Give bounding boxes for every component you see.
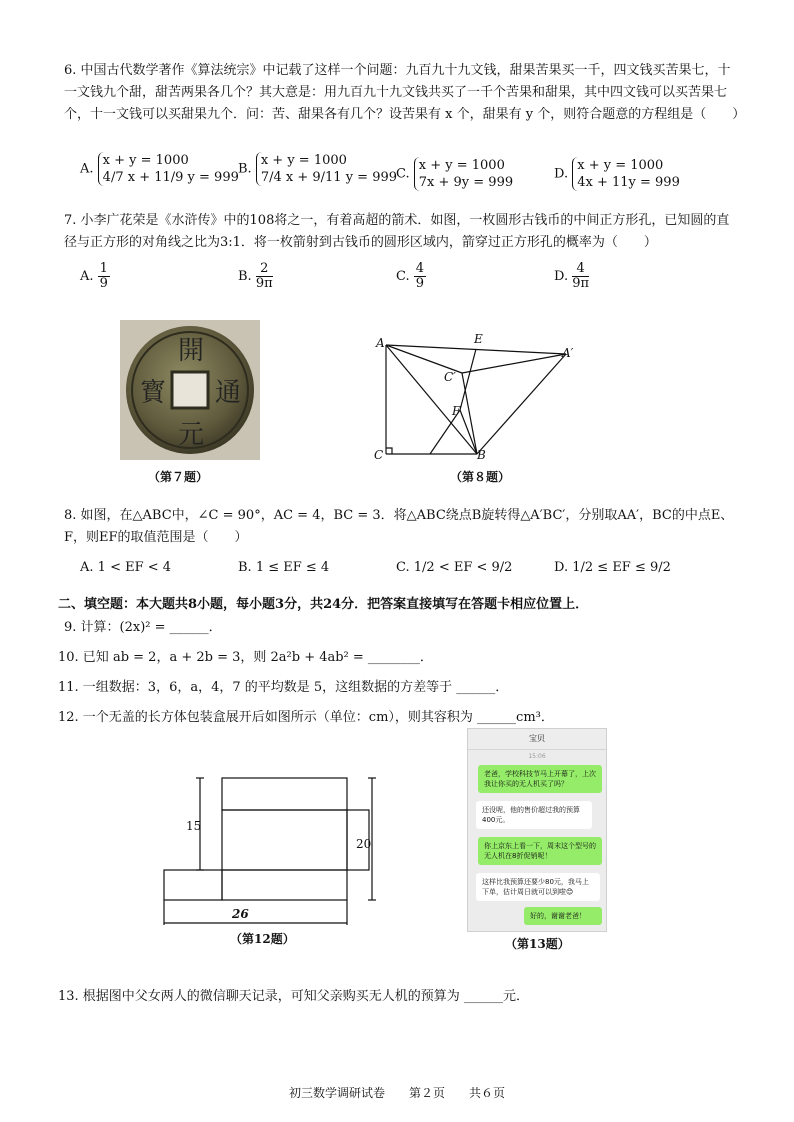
question-8-text: 8. 如图，在△ABC中，∠C = 90°，AC = 4，BC = 3．将△ABC绕点B旋转得△A′BC′，分别取AA′，BC的中点E、F，则EF的取值范围是（ ）: [64, 508, 734, 545]
option-label: C.: [396, 269, 410, 284]
equation-line: 4/7 x + 11/9 y = 999: [102, 170, 239, 185]
equation-system: [256, 152, 397, 186]
equation-system: [572, 157, 680, 191]
fraction-numerator: 4: [415, 261, 425, 276]
fraction-numerator: 2: [256, 262, 273, 277]
equation-line: 7/4 x + 9/11 y = 999: [260, 170, 398, 185]
option-text: 1/2 < EF < 9/2: [413, 560, 513, 575]
q8-option-d: [554, 560, 671, 575]
point-label-c: C: [374, 448, 384, 462]
fraction-numerator: 4: [572, 262, 589, 277]
option-label: B.: [238, 560, 252, 575]
coin-char-right: 通: [215, 378, 242, 408]
chat-title: 宝贝: [468, 729, 606, 750]
dimension-15: 15: [186, 819, 202, 833]
point-label-a-prime: A′: [562, 346, 574, 360]
point-label-f: F: [452, 404, 461, 418]
point-label-b: B: [477, 448, 486, 462]
section-2-heading: 二、填空题：本大题共8小题，每小题3分，共24分．把答案直接填写在答题卡相应位置上．: [58, 597, 589, 612]
option-label: C.: [396, 166, 410, 182]
coin-char-top: 開: [178, 336, 205, 366]
coin-char-bottom: 元: [178, 420, 205, 450]
q8-option-c: [396, 560, 512, 575]
chat-message: 你上京东上看一下，周末这个型号的无人机在8折促销呢！: [478, 837, 602, 865]
option-label: B.: [238, 161, 252, 177]
option-text: 1 < EF < 4: [97, 560, 172, 575]
figure-8-caption: （第８题）: [450, 470, 511, 484]
point-label-a: A: [376, 336, 385, 350]
option-label: A.: [80, 161, 94, 177]
q7-option-d: [554, 262, 589, 291]
q6-option-a: [80, 152, 239, 186]
option-label: A.: [80, 269, 94, 284]
option-label: D.: [554, 166, 569, 182]
figure-13-caption: （第13题）: [505, 937, 570, 951]
option-label: C.: [396, 560, 410, 575]
q7-option-c: [396, 262, 426, 291]
dimension-26: 26: [232, 907, 249, 921]
equation-line: x + y = 1000: [418, 158, 505, 173]
equation-line: x + y = 1000: [260, 153, 347, 168]
fraction-denominator: 9π: [255, 276, 273, 291]
option-label: D.: [554, 269, 569, 284]
chat-message: 好的，谢谢老爸！: [524, 907, 602, 925]
equation-line: x + y = 1000: [577, 158, 664, 173]
point-label-e: E: [474, 332, 483, 346]
question-12: 12. 一个无盖的长方体包装盒展开后如图所示（单位：cm），则其容积为 ______cm³．: [58, 710, 554, 725]
question-13: 13. 根据图中父女两人的微信聊天记录，可知父亲购买无人机的预算为 ______元．: [58, 989, 529, 1004]
equation-line: 7x + 9y = 999: [418, 175, 514, 190]
chat-message: 还没呢，他的售价超过我的预算400元。: [476, 801, 592, 829]
q8-option-a: [80, 560, 171, 575]
chat-time: 15:06: [528, 753, 546, 760]
figure-12-caption: （第12题）: [230, 932, 295, 946]
coin-photo: [120, 320, 260, 460]
question-7-text: 7. 小李广花荣是《水浒传》中的108将之一，有着高超的箭术．如图，一枚圆形古钱币的中间正方形孔，已知圆的直径与正方形的对角线之比为3:1．将一枚箭射到古钱币的圆形区域内，箭穿过正方形孔的概率为（ ）: [64, 213, 730, 250]
q6-option-b: [238, 152, 397, 186]
coin-char-left: 寳: [140, 378, 167, 408]
equation-system: [414, 157, 513, 191]
page-footer: 初三数学调研试卷 第２页 共６页: [288, 1086, 505, 1100]
fraction-denominator: 9: [99, 276, 108, 291]
equation-line: 4x + 11y = 999: [577, 175, 680, 190]
figure-7-caption: （第７题）: [148, 470, 209, 484]
question-6-text: 6. 中国古代数学著作《算法统宗》中记载了这样一个问题：九百九十九文钱，甜果苦果买一千，四文钱买苦果七，十一文钱九个甜，甜苦两果各几个？其大意是：用九百九十九文钱共买了一千个苦果和甜果，其中四文钱可以买苦果七个，十一文钱可以买甜果九个．问：苦、甜果各有几个？设苦果有 x 个，甜果有 y 个，则符合题意的方程组是（ ）: [64, 63, 746, 122]
option-text: 1 ≤ EF ≤ 4: [255, 560, 330, 575]
fraction-denominator: 9: [415, 276, 425, 291]
figure-8-diagram: [370, 330, 590, 470]
chat-message: 这样比我预算还要少80元，我马上下单，估计周日就可以到啦😊: [476, 873, 600, 901]
fraction-denominator: 9π: [572, 276, 590, 291]
q7-option-a: [80, 262, 110, 291]
dimension-20: 20: [356, 837, 372, 851]
q8-option-b: [238, 560, 329, 575]
question-11: 11. 一组数据：3，6，a，4，7 的平均数是 5，这组数据的方差等于 ______．: [58, 680, 509, 695]
chat-message: 老爸，学校科技节马上开幕了，上次我让你买的无人机买了吗？: [478, 765, 602, 793]
figure-12-net: [160, 775, 390, 925]
q6-option-d: [554, 157, 680, 191]
question-10: 10. 已知 ab = 2，a + 2b = 3，则 2a²b + 4ab² = ________．: [58, 650, 433, 665]
option-label: D.: [554, 560, 569, 575]
option-label: A.: [80, 560, 94, 575]
fraction-numerator: 1: [99, 261, 108, 276]
question-9: 9. 计算：(2x)² = ______．: [64, 620, 222, 635]
wechat-screenshot: [467, 728, 607, 932]
equation-line: x + y = 1000: [102, 153, 189, 168]
option-label: B.: [238, 269, 252, 284]
q6-option-c: [396, 157, 513, 191]
q7-option-b: [238, 262, 273, 291]
point-label-c-prime: C′: [444, 370, 456, 384]
option-text: 1/2 ≤ EF ≤ 9/2: [572, 560, 671, 575]
equation-system: [98, 152, 239, 186]
